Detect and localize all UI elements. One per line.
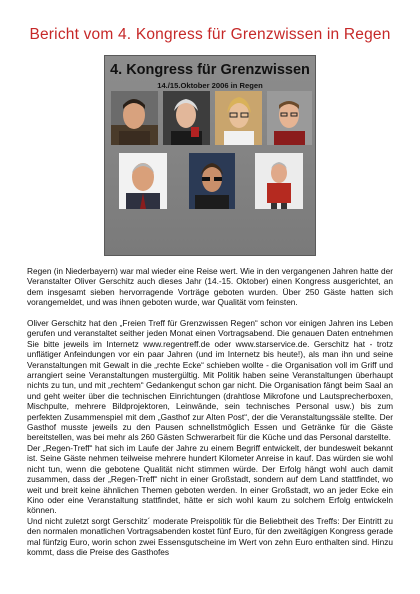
speaker-photo-3 <box>215 91 262 145</box>
speaker-photo-7 <box>255 153 303 209</box>
banner-heading: 4. Kongress für Grenzwissen <box>110 62 310 78</box>
page-title: Bericht vom 4. Kongress für Grenzwissen in Regen <box>29 26 391 43</box>
paragraph-2: Oliver Gerschitz hat den „Freien Treff für Grenzwissen Regen“ schon vor einigen Jahren ins Leben gerufen und veranstaltet seither jeden Monat einen Vortragsabend. Die genauen Daten entnehmen Sie bitte jeweils im Internetz www.regentreff.de oder www.starservice.de. Gerschitz hat - trotz unflätiger Anfeindungen vor ein paar Jahren (und im Internetz bis heute!), als man ihn und seine Veranstaltungen mit Gewalt in die „rechte Ecke“ schieben wollte - die Organisation voll im Griff und arrangiert seine Veranstaltungen mustergültig. Mit Politik haben seine Veranstaltungen überhaupt nichts zu tun, und mit „rechtem“ Gedankengut schon gar nicht. Die Organisation fängt beim Saal an und geht weiter über die technischen Einrichtungen (drahtlose Mikrofone und Lautsprecherboxen, Mischpulte, mehrere Bildprojektoren, Leinwände, sein technisches Personal usw.) bis zum perfekten Zusammenspiel mit dem „Gasthof zur Alten Post“, der die Veranstaltungssäle stellte. Der Gasthof musste jeweils zu den Pausen schnellstmöglich Essen und Getränke für die Gäste bereitstellen, was bei mehr als 260 Gästen Schwerarbeit für die Küche und das Personal darstellte. <box>27 318 393 443</box>
banner-date: 14./15.Oktober 2006 in Regen <box>157 81 263 90</box>
article-body <box>27 266 393 557</box>
paragraph-4: Und nicht zuletzt sorgt Gerschitz´ moderate Preispolitik für die Beliebtheit des Treffs: Der Eintritt zu den normalen monatlichen Vortragsabenden kostet fünf Euro, für den zweitägigen Kongress gerade mal fünfzig Euro, worin schon zwei Essensgutscheine im Wert von zehn Euro enthalten sind. Hinzu kommt, dass die Preise des Gasthofes <box>27 515 393 557</box>
paragraph-1: Regen (in Niederbayern) war mal wieder eine Reise wert. Wie in den vergangenen Jahren hatte der Veranstalter Oliver Gerschitz auch dieses Jahr (14.-15. Oktober) einen Kongress ausgerichtet, an dem insgesamt sieben hervorragende Vorträge geboten wurden. Über 250 Gäste hatten sich vorangemeldet, und was ihnen geboten wurde, war Qualität vom feinsten. <box>27 266 393 308</box>
paragraph-3: Der „Regen-Treff“ hat sich im Laufe der Jahre zu einem Begriff entwickelt, der bundesweit bekannt ist. Seine Gäste nehmen teilweise mehrere hundert Kilometer Anreise in kauf. Das würden sie wohl nicht tun, wenn die gebotene Qualität nicht stimmen würde. Der Erfolg hängt wohl auch damit zusammen, dass der „Regen-Treff“ nicht in einer Großstadt, sondern auf dem Land stattfindet, wo weit und breit keine ähnlichen Themen geboten werden. In einer Großstadt, wo an jeder Ecke ein Kino oder eine Veranstaltung stattfindet, hätte er sich wohl kaum zu solchem Erfolg entwickeln können. <box>27 442 393 516</box>
speaker-photo-2 <box>163 91 210 145</box>
speaker-photo-4 <box>267 91 312 145</box>
speaker-photo-5 <box>119 153 167 209</box>
speaker-photo-6 <box>189 153 235 209</box>
speaker-photo-1 <box>111 91 158 145</box>
congress-banner <box>104 55 316 256</box>
